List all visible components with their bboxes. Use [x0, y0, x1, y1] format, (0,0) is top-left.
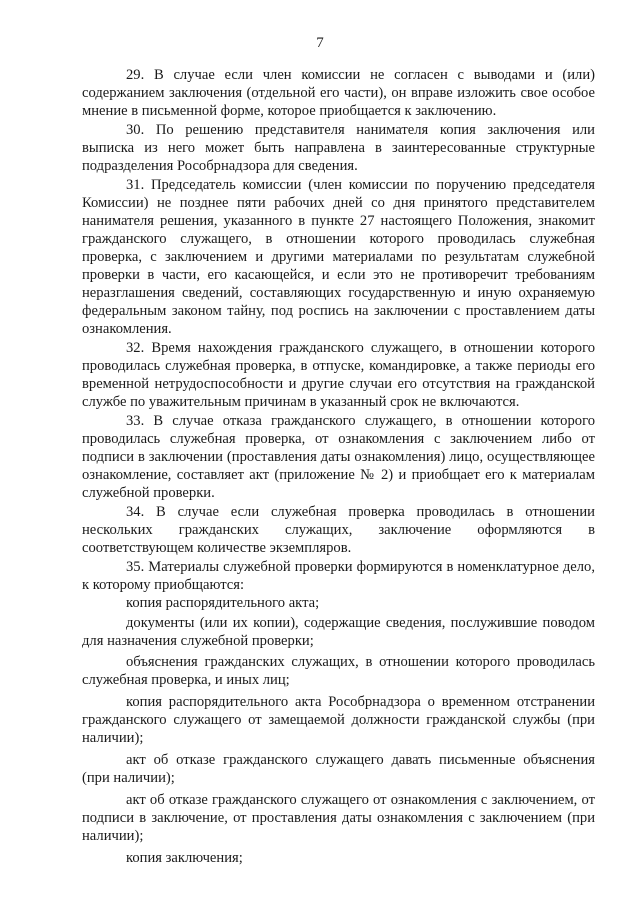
list-item-explanations: объяснения гражданских служащих, в отношении которого проводилась служебная проверка, и иных лиц;	[82, 653, 595, 688]
list-item-conclusion-copy: копия заключения;	[126, 850, 243, 867]
paragraph-29: 29. В случае если член комиссии не согласен с выводами и (или) содержанием заключения (отдельной его части), он вправе изложить свое особое мнение в письменной форме, которое приобщается к заключению.	[82, 67, 595, 120]
paragraph-35: 35. Материалы служебной проверки формируются в номенклатурное дело, к которому приобщаются:	[82, 558, 595, 593]
list-item-suspension-order: копия распорядительного акта Рособрнадзора о временном отстранении гражданского служащего от замещаемой должности гражданской службы (при наличии);	[82, 693, 595, 746]
paragraph-31: 31. Председатель комиссии (член комиссии по поручению председателя Комиссии) не позднее пяти рабочих дней со дня принятого представителем нанимателя решения, указанного в пункте 27 настоящего Положения, знакомит гражданского служащего, в отношении которого проводилась служебная проверка, с заключением и другими материалами по результатам служебной проверки в части, его касающейся, и если это не противоречит требованиям неразглашения сведений, составляющих государственную и иную охраняемую федеральным законом тайну, под роспись на заключении с проставлением даты ознакомления.	[82, 176, 595, 338]
page-number: 7	[316, 35, 324, 51]
list-item-documents: документы (или их копии), содержащие сведения, послужившие поводом для назначения служебной проверки;	[82, 615, 595, 650]
paragraph-33: 33. В случае отказа гражданского служащего, в отношении которого проводилась служебная проверка, от ознакомления с заключением либо от подписи в заключении (проставления даты ознакомления) лицо, осуществляющее ознакомление, составляет акт (приложение № 2) и приобщает его к материалам служебной проверки.	[82, 412, 595, 502]
paragraph-34: 34. В случае если служебная проверка проводилась в отношении нескольких гражданских служащих, заключение оформляются в соответствующем количестве экземпляров.	[82, 503, 595, 556]
document-body	[82, 66, 595, 868]
list-item-refusal-acquaintance-act: акт об отказе гражданского служащего от ознакомления с заключением, от подписи в заключение, от проставления даты ознакомления с заключением (при наличии);	[82, 792, 595, 845]
paragraph-32: 32. Время нахождения гражданского служащего, в отношении которого проводилась служебная проверка, в отпуске, командировке, а также периоды его временной нетрудоспособности и другие случаи его отсутствия на гражданской службе по уважительным причинам в указанный срок не включаются.	[82, 339, 595, 411]
list-item-refusal-explanations-act: акт об отказе гражданского служащего давать письменные объяснения (при наличии);	[82, 751, 595, 787]
list-item-order-copy: копия распорядительного акта;	[126, 595, 320, 612]
paragraph-30: 30. По решению представителя нанимателя копия заключения или выписка из него может быть направлена в заинтересованные структурные подразделения Рособрнадзора для сведения.	[82, 121, 595, 174]
